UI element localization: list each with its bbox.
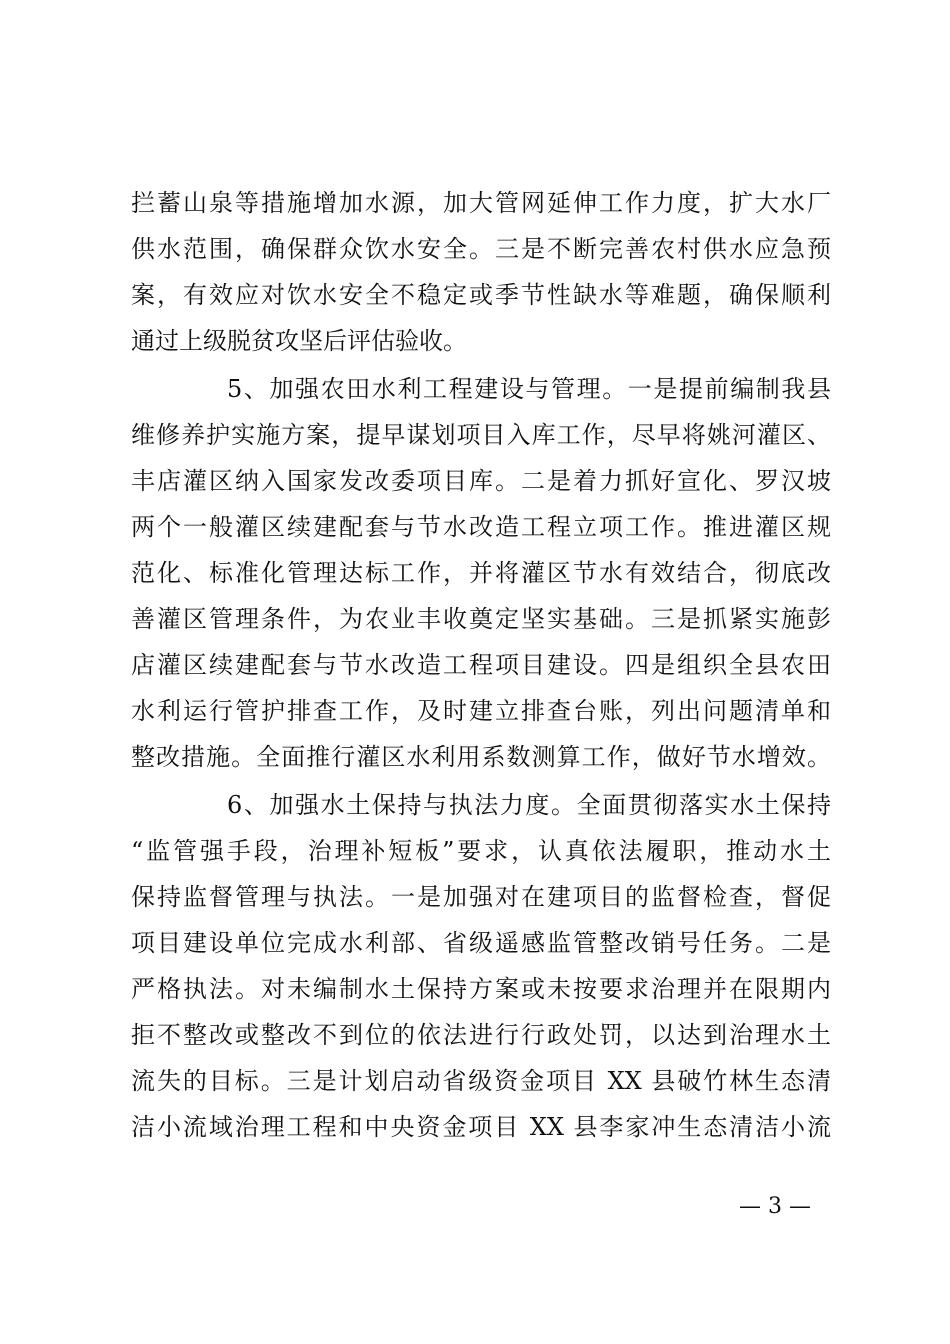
text-line: 通过上级脱贫攻坚后评估验收。 bbox=[131, 327, 467, 355]
text-line: 案，有效应对饮水安全不稳定或季节性缺水等难题，确保顺利 bbox=[131, 281, 831, 309]
text-line: 两个一般灌区续建配套与节水改造工程立项工作。推进灌区规 bbox=[131, 513, 831, 541]
text-line: 保持监督管理与执法。一是加强对在建项目的监督检查，督促 bbox=[131, 883, 831, 911]
page-number: — 3 — bbox=[739, 1194, 811, 1219]
text-line: 严格执法。对未编制水土保持方案或未按要求治理并在限期内 bbox=[131, 975, 831, 1003]
text-line: 丰店灌区纳入国家发改委项目库。二是着力抓好宣化、罗汉坡 bbox=[131, 467, 831, 495]
text-line: 流失的目标。三是计划启动省级资金项目 XX 县破竹林生态清 bbox=[131, 1067, 831, 1095]
text-line: 善灌区管理条件，为农业丰收奠定坚实基础。三是抓紧实施彭 bbox=[131, 605, 831, 633]
text-line: 拒不整改或整改不到位的依法进行行政处罚，以达到治理水土 bbox=[131, 1021, 831, 1049]
text-line: 项目建设单位完成水利部、省级遥感监管整改销号任务。二是 bbox=[131, 929, 831, 957]
body-text bbox=[131, 180, 831, 1150]
section-5-heading-line: 5、加强农田水利工程建设与管理。一是提前编制我县 bbox=[227, 375, 831, 403]
text-line: 店灌区续建配套与节水改造工程项目建设。四是组织全县农田 bbox=[131, 651, 831, 679]
text-line: 供水范围，确保群众饮水安全。三是不断完善农村供水应急预 bbox=[131, 235, 831, 263]
text-line: 整改措施。全面推行灌区水利用系数测算工作，做好节水增效。 bbox=[131, 743, 831, 771]
text-line: 拦蓄山泉等措施增加水源，加大管网延伸工作力度，扩大水厂 bbox=[131, 189, 831, 217]
text-line: “监管强手段，治理补短板”要求，认真依法履职，推动水土 bbox=[131, 837, 831, 865]
text-line: 维修养护实施方案，提早谋划项目入库工作，尽早将姚河灌区、 bbox=[131, 421, 831, 449]
text-line: 水利运行管护排查工作，及时建立排查台账，列出问题清单和 bbox=[131, 697, 831, 725]
text-line: 范化、标准化管理达标工作，并将灌区节水有效结合，彻底改 bbox=[131, 559, 831, 587]
text-line: 洁小流域治理工程和中央资金项目 XX 县李家冲生态清洁小流 bbox=[131, 1113, 831, 1141]
section-6-heading-line: 6、加强水土保持与执法力度。全面贯彻落实水土保持 bbox=[227, 791, 831, 819]
